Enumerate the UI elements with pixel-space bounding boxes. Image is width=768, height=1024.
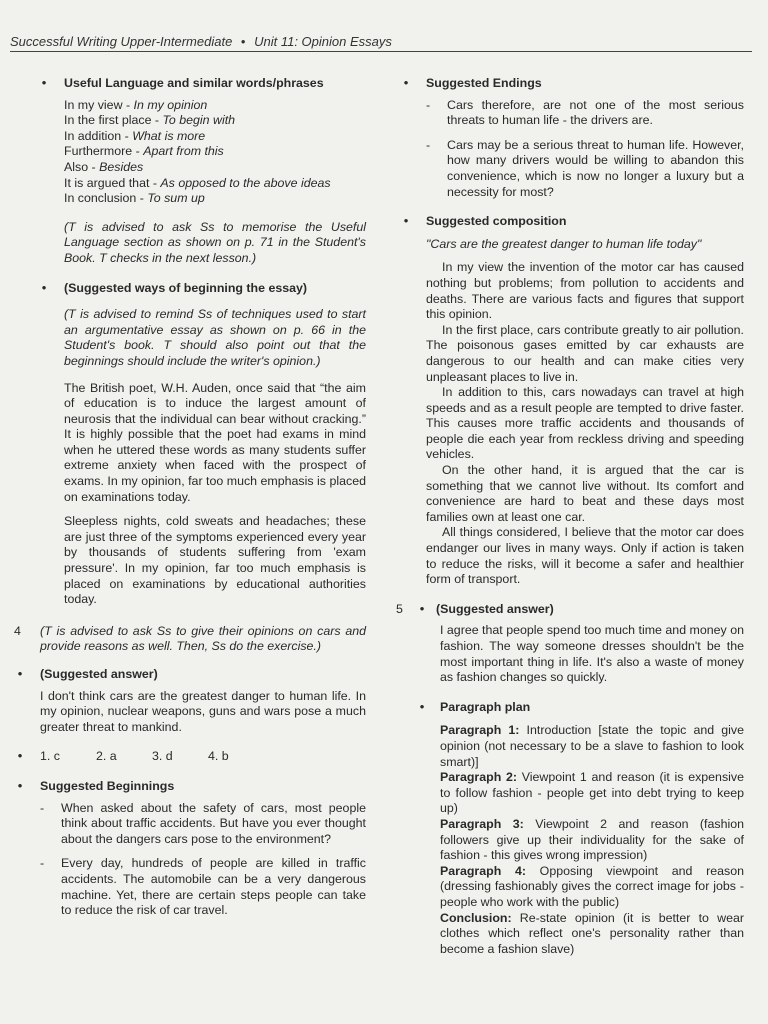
bullet-mark: • [17,749,23,764]
header-separator: • [240,34,246,49]
answer-text: I don't think cars are the greatest danger to human life. In my opinion, nuclear weapons, guns and wars pose a much greater threat to mankind. [40,688,366,734]
teacher-note: (T is advised to ask Ss to give their opinions on cars and provide reasons as well. Then, Ss do the exercise.) [40,623,366,654]
useful-language-section [38,76,366,267]
endings-section [400,76,744,200]
bullet-mark: • [403,214,409,229]
phrase-item: Also - Besides [64,159,144,174]
answer-key-item: 2. a [96,749,117,764]
bullet-mark: • [41,280,47,295]
book-title: Successful Writing Upper-Intermediate [10,34,233,49]
section-heading: Paragraph plan [440,699,531,714]
ex5-answer [400,623,744,685]
bullet-mark: • [41,76,47,90]
composition-paragraph: All things considered, I believe that the motor car does endanger our lives in many ways. Only if action is taken to reduce the risks, will it become a safer and healthier form of transport. [426,525,744,587]
bullet-mark: • [17,778,23,793]
plan-item: Paragraph 2: Viewpoint 1 and reason (it is expensive to follow fashion - people get into debt trying to keep up) [440,770,744,816]
phrase-list [64,98,366,207]
answer-key-item: 3. d [152,749,173,764]
beginnings-section [14,779,366,919]
plan-list [440,723,744,957]
section-heading: Suggested Endings [426,76,542,90]
section-heading: Suggested Beginnings [40,778,175,793]
answer-key-item: 4. b [208,749,229,764]
ending-item: - Cars may be a serious threat to human life. However, how many drivers would be willing to abandon this convenience, which is now no longer a luxury but a necessity for most? [426,137,744,199]
bullet-mark: • [17,667,23,681]
exercise-5 [396,602,744,618]
answer-section [14,667,366,735]
beginning-item: - Every day, hundreds of people are killed in traffic accidents. The automobile can be a very dangerous machine. Yet, there are certain steps people can take to reduce the risk of car travel. [40,856,366,918]
phrase-item: It is argued that - As opposed to the above ideas [64,175,331,190]
bullet-mark: • [419,699,425,714]
composition-section [400,214,744,588]
composition-title: "Cars are the greatest danger to human life today" [426,236,702,251]
phrase-item: In conclusion - To sum up [64,191,205,206]
sample-paragraph: Sleepless nights, cold sweats and headaches; these are just three of the symptoms experienced every year by thousands of students suffering from 'exam pressure'. In my opinion, far too much emphasis is placed on examinations by educational authorities today. [64,514,366,607]
phrase-item: In addition - What is more [64,128,206,143]
unit-title: Unit 11: Opinion Essays [254,34,392,49]
exercise-number: 4 [14,623,21,638]
section-heading: Useful Language and similar words/phrases [64,76,324,90]
beginning-item: - When asked about the safety of cars, most people think about traffic accidents. But have you ever thought about the dangers cars pose to the environment? [40,800,366,846]
composition-paragraph: In addition to this, cars nowadays can travel at high speeds and as a result people are tempted to drive faster. This causes more traffic accidents and thousands of people die each year from reckless driving and speeding vehicles. [426,385,744,462]
exercise-4 [14,624,366,655]
section-heading: (Suggested ways of beginning the essay) [64,280,308,295]
bullet-mark: • [419,601,425,616]
paragraph-plan-section [400,700,744,958]
right-column [396,76,745,957]
beginning-section [38,281,366,608]
ending-item: - Cars therefore, are not one of the most serious threats to human life - the drivers are. [426,97,744,128]
bullet-mark: • [403,76,409,90]
answer-key-item: 1. c [40,749,60,764]
composition-paragraph: In the first place, cars contribute greatly to air pollution. The poisonous gases emitted by car exhausts are dangerous to our health and can make cities very unpleasant places to live in. [426,322,744,384]
plan-item: Paragraph 3: Viewpoint 2 and reason (fashion followers give up their individuality for the sake of fashion - this gives wrong impression) [440,816,744,863]
phrase-item: Furthermore - Apart from this [64,144,224,159]
left-column [14,76,366,919]
answer-key [14,749,366,765]
plan-item: Paragraph 4: Opposing viewpoint and reason (dressing fashionably gives the correct image for jobs - people who work with the public) [440,863,745,909]
teacher-note: (T is advised to ask Ss to memorise the Useful Language section as shown on p. 71 in the Student's Book. T checks in the next lesson.) [64,219,366,265]
section-heading: (Suggested answer) [436,601,554,616]
answer-text: I agree that people spend too much time and money on fashion. The way someone dresses shouldn't be the most important thing in life. It's also a waste of money as fashion changes so quickly. [440,623,744,685]
exercise-number: 5 [396,601,403,616]
section-heading: Suggested composition [426,214,567,229]
section-heading: (Suggested answer) [40,667,158,681]
header-divider [10,51,752,52]
phrase-item: In my view - In my opinion [64,97,208,112]
plan-item: Conclusion: Re-state opinion (it is better to wear clothes which reflect one's personality rather than become a fashion slave) [440,910,744,956]
teacher-note: (T is advised to remind Ss of techniques used to start an argumentative essay as shown on p. 66 in the Student's book. T should also point out that the beginnings should include the writer's opinion.) [64,307,366,368]
sample-paragraph: The British poet, W.H. Auden, once said that “the aim of education is to induce the largest amount of neurosis that the individual can bear without cracking.” It is highly possible that the poet had exams in mind when he uttered these words as many students suffer extreme anxiety when faced with the prospect of exams. In my opinion, far too much emphasis is placed on examinations today. [64,380,366,504]
answer-key-list [40,749,366,765]
plan-item: Paragraph 1: Introduction [state the topic and give opinion (not necessary to be a slave to fashion to look smart)] [440,723,745,769]
composition-paragraph: In my view the invention of the motor car has caused nothing but problems; from pollution to accidents and deaths. There are various facts and figures that support this opinion. [426,260,744,322]
composition-paragraph: On the other hand, it is argued that the car is something that we cannot live without. Its comfort and convenience are hard to beat and these days most families own at least one car. [426,463,744,524]
phrase-item: In the first place - To begin with [64,113,236,128]
running-header [10,34,752,49]
